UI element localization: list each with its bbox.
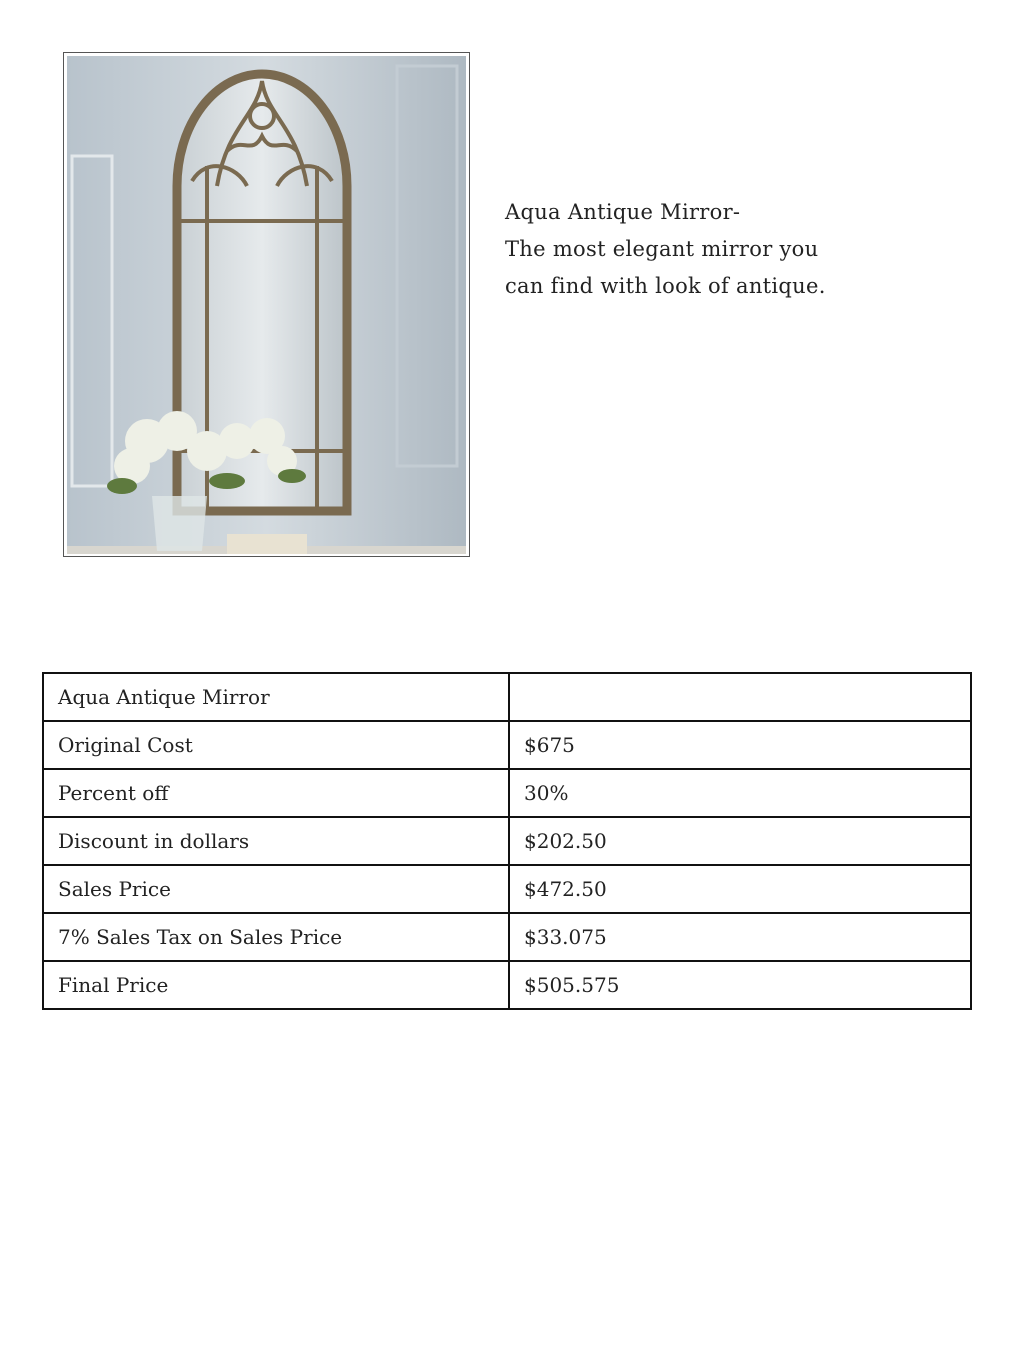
product-description bbox=[505, 194, 925, 305]
row-label: Sales Price bbox=[43, 865, 509, 913]
description-line: The most elegant mirror you bbox=[505, 237, 819, 261]
row-value: $505.575 bbox=[509, 961, 971, 1009]
row-value: $675 bbox=[509, 721, 971, 769]
table-row bbox=[43, 913, 971, 961]
table-row bbox=[43, 817, 971, 865]
table-header-product: Aqua Antique Mirror bbox=[43, 673, 509, 721]
row-value: $33.075 bbox=[509, 913, 971, 961]
product-image bbox=[63, 52, 470, 557]
table-row bbox=[43, 865, 971, 913]
table-header-row bbox=[43, 673, 971, 721]
row-label: Original Cost bbox=[43, 721, 509, 769]
row-value: $202.50 bbox=[509, 817, 971, 865]
row-label: Final Price bbox=[43, 961, 509, 1009]
row-value: 30% bbox=[509, 769, 971, 817]
row-label: 7% Sales Tax on Sales Price bbox=[43, 913, 509, 961]
table-row bbox=[43, 769, 971, 817]
product-title: Aqua Antique Mirror- bbox=[505, 200, 741, 224]
row-value: $472.50 bbox=[509, 865, 971, 913]
row-label: Percent off bbox=[43, 769, 509, 817]
mirror-photo bbox=[67, 56, 466, 554]
price-table bbox=[42, 672, 972, 1010]
table-header-empty bbox=[509, 673, 971, 721]
table-row bbox=[43, 721, 971, 769]
row-label: Discount in dollars bbox=[43, 817, 509, 865]
description-line: can find with look of antique. bbox=[505, 274, 826, 298]
table-row bbox=[43, 961, 971, 1009]
